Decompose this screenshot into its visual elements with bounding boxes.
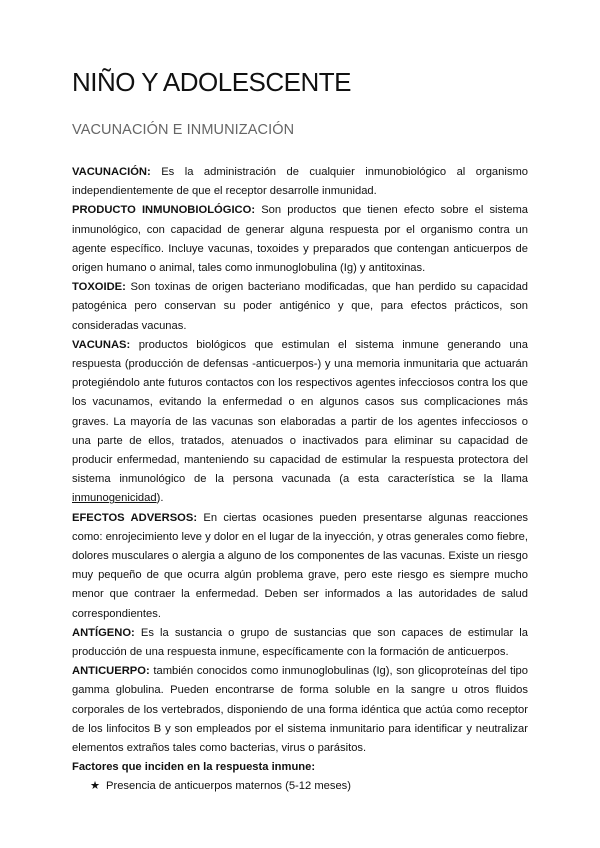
definition-vacunas (72, 336, 528, 509)
list-item (90, 777, 528, 796)
definition-text: Son productos que tienen efecto sobre el sistema inmunológico, con capacidad de generar alguna respuesta por el organismo contra un agente específico. Incluye vacunas, toxoides y preparados que contengan anticuerpos de origen humano o animal, tales como inmunoglobulina (Ig) y antitoxinas. (72, 204, 529, 274)
term: VACUNACIÓN: (72, 165, 151, 178)
term: VACUNAS: (72, 338, 131, 351)
definition-text: En ciertas ocasiones pueden presentarse algunas reacciones como: enrojecimiento leve y dolor en el lugar de la inyección, y otras generales como fiebre, dolores musculares o alergia a alguno de los componentes de las vacunas. Existe un riesgo muy pequeño de que ocurra algún problema grave, pero este riesgo es siempre mucho menor que contraer la enfermedad. Deben ser informados a las autoridades de salud correspondientes. (72, 511, 529, 620)
factors-heading: Factores que inciden en la respuesta inmune: (72, 761, 316, 774)
definition-producto-inmunobiologico (72, 201, 528, 278)
definition-text: Son toxinas de origen bacteriano modificadas, que han perdido su capacidad patogénica pero conservan su poder antigénico y que, para efectos prácticos, son consideradas vacunas. (72, 281, 529, 332)
term: TOXOIDE: (72, 281, 126, 294)
definition-text: productos biológicos que estimulan el sistema inmune generando una respuesta (producción de defensas -anticuerpos-) y una memoria inmunitaria que actuarán protegiéndolo ante futuros contactos con los respectivos agentes infecciosos contra los que los vacunamos, evitando la enfermedad o en algunos casos sus complicaciones más graves. La mayoría de las vacunas son elaboradas a partir de los agentes infecciosos o una parte de ellos, tratados, atenuados o inactivados para eliminar su capacidad de producir enfermedad, manteniendo su capacidad de estimular la respuesta protectora del sistema inmunológico de la persona vacunada (a esta característica se la llama (72, 338, 529, 486)
term: ANTICUERPO: (72, 665, 150, 678)
definition-toxoide (72, 278, 528, 336)
definition-text: Es la sustancia o grupo de sustancias que son capaces de estimular la producción de una respuesta inmune, específicamente con la formación de anticuerpos. (72, 626, 528, 658)
section-subtitle: VACUNACIÓN E INMUNIZACIÓN (72, 121, 295, 138)
term: ANTÍGENO: (72, 626, 135, 639)
list-item-text: Presencia de anticuerpos maternos (5-12 meses) (106, 780, 351, 793)
underlined-term: inmunogenicidad (72, 492, 157, 505)
definition-tail: ). (156, 492, 164, 505)
definition-vacunacion (72, 163, 528, 201)
term: EFECTOS ADVERSOS: (72, 511, 198, 524)
factors-list (72, 777, 528, 796)
definition-anticuerpo (72, 662, 528, 758)
definition-text: también conocidos como inmunoglobulinas (Ig), son glicoproteínas del tipo gamma globulina. Pueden encontrarse de forma soluble en la sangre u otros fluidos corporales de los vertebrados, disponiendo de una forma idéntica que actúa como receptor de los linfocitos B y son empleados por el sistema inmunitario para identificar y neutralizar elementos extraños tales como bacterias, virus o parásitos. (72, 665, 528, 754)
term: PRODUCTO INMUNOBIOLÓGICO: (72, 204, 256, 217)
definition-antigeno (72, 624, 528, 662)
star-icon: ★ (90, 780, 101, 793)
definition-text: Es la administración de cualquier inmunobiológico al organismo independientemente de que el receptor desarrolle inmunidad. (72, 165, 528, 198)
page-title: NIÑO Y ADOLESCENTE (72, 67, 352, 97)
definition-efectos-adversos (72, 509, 528, 624)
